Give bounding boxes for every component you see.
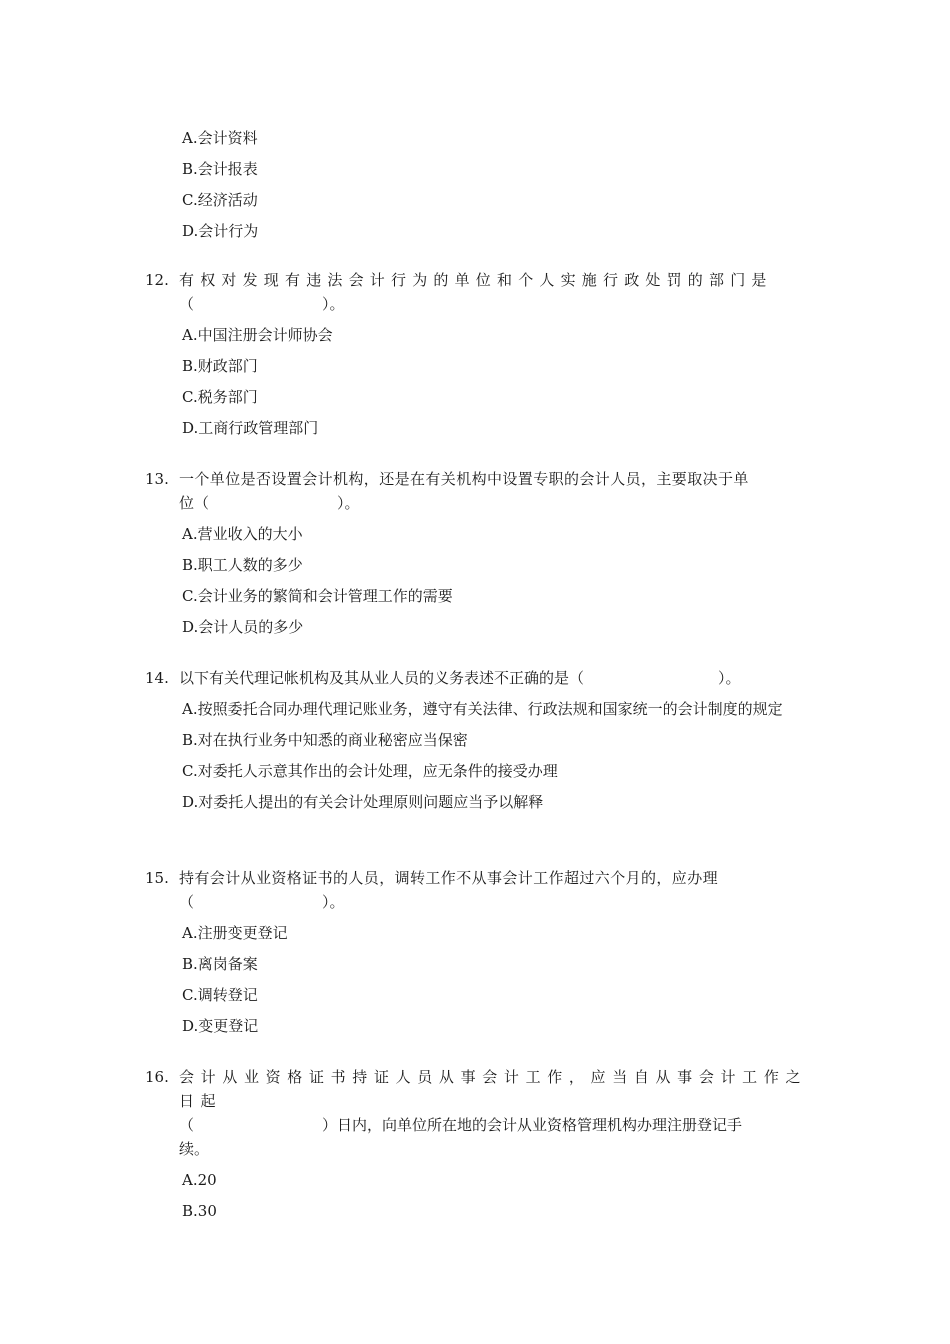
options-list <box>182 1168 807 1223</box>
options-list <box>182 323 807 440</box>
question-text: 以下有关代理记帐机构及其从业人员的义务表述不正确的是（ ）。 <box>179 669 741 687</box>
option-a: A.营业收入的大小 <box>182 525 303 543</box>
option-a: A.注册变更登记 <box>182 924 288 942</box>
question-number: 14. <box>145 669 169 687</box>
option-a: A.中国注册会计师协会 <box>182 326 333 344</box>
question-text: 有权对发现有违法会计行为的单位和个人实施行政处罚的部门是 （ ）。 <box>179 271 773 313</box>
option-b: B.离岗备案 <box>182 955 258 973</box>
question-number: 16. <box>145 1068 169 1086</box>
question-number: 15. <box>145 869 169 887</box>
option-a: A.会计资料 <box>182 129 258 147</box>
option-d: D.变更登记 <box>182 1017 259 1035</box>
options-list <box>182 921 807 1038</box>
question-14 <box>145 666 807 821</box>
question-text: 持有会计从业资格证书的人员，调转工作不从事会计工作超过六个月的，应办理 （ ）。 <box>179 869 719 911</box>
option-c: C.会计业务的繁简和会计管理工作的需要 <box>182 587 453 605</box>
question-13 <box>145 467 807 646</box>
option-b: B.对在执行业务中知悉的商业秘密应当保密 <box>182 731 468 749</box>
question-16 <box>145 1065 807 1230</box>
option-b: B.财政部门 <box>182 357 258 375</box>
option-d: D.会计人员的多少 <box>182 618 304 636</box>
option-c: C.税务部门 <box>182 388 258 406</box>
previous-question-options <box>182 126 822 250</box>
option-d: D.对委托人提出的有关会计处理原则问题应当予以解释 <box>182 793 544 811</box>
option-b: B.会计报表 <box>182 160 258 178</box>
option-c: C.经济活动 <box>182 191 258 209</box>
option-b: B.职工人数的多少 <box>182 556 303 574</box>
option-d: D.会计行为 <box>182 222 259 240</box>
option-a: A.20 <box>182 1171 217 1189</box>
question-12 <box>145 268 807 447</box>
options-list <box>182 522 807 639</box>
question-number: 12. <box>145 271 169 289</box>
option-c: C.调转登记 <box>182 986 258 1004</box>
question-15 <box>145 866 807 1045</box>
option-d: D.工商行政管理部门 <box>182 419 319 437</box>
option-c: C.对委托人示意其作出的会计处理，应无条件的接受办理 <box>182 762 558 780</box>
question-number: 13. <box>145 470 169 488</box>
question-text: 一个单位是否设置会计机构，还是在有关机构中设置专职的会计人员，主要取决于单 位（ ）。 <box>179 470 749 512</box>
option-a: A.按照委托合同办理代理记账业务，遵守有关法律、行政法规和国家统一的会计制度的规定 <box>182 700 783 718</box>
options-list <box>182 697 807 814</box>
option-b: B.30 <box>182 1202 217 1220</box>
question-text: 会计从业资格证书持证人员从事会计工作，应当自从事会计工作之日起 （ ）日内，向单位所在地的会计从业资格管理机构办理注册登记手 续。 <box>179 1068 807 1158</box>
